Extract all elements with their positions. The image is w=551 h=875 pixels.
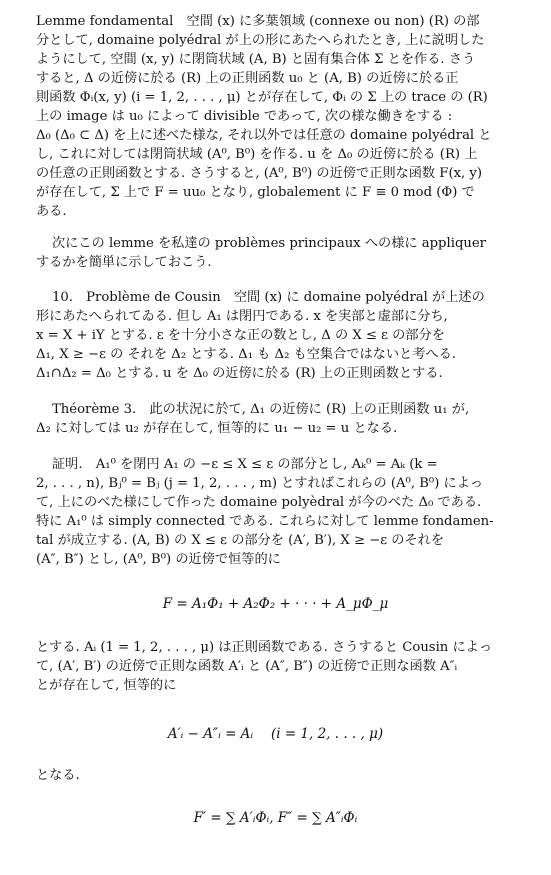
section-line: Δ₁, X ≥ −ε の それを Δ₂ とする. Δ₁ も Δ₂ も空集合ではないと考へる.	[36, 347, 456, 362]
lemma-line: Δ₀ (Δ₀ ⊂ Δ) を上に述べた様な, それ以外では任意の domaine polyédral と	[36, 128, 492, 143]
section-line: 形にあたへられてゐる. 但し A₁ は閉円である. x を実部と虚部に分ち,	[36, 309, 448, 324]
proof-line: 特に A₁⁰ は simply connected である. これらに対して lemme fondamen-	[36, 514, 494, 529]
equation-2: A′ᵢ − A″ᵢ = Aᵢ (i = 1, 2, . . . , μ)	[167, 726, 384, 742]
proof-line: とが存在して, 恒等的に	[36, 678, 177, 693]
paragraph-line: 次にこの lemme を私達の problèmes principaux への様に appliquer	[52, 236, 486, 251]
lemma-line: ある.	[36, 204, 67, 219]
proof-line: となる.	[36, 768, 80, 783]
lemma-line: し, これに対しては閉筒状域 (A⁰, B⁰) を作る. u を Δ₀ の近傍に於る (R) 上	[36, 147, 478, 162]
lemma-line: 分として, domaine polyédral が上の形にあたへられたとき, 上に説明した	[36, 33, 485, 48]
lemma-line: ようにして, 空間 (x, y) に閉筒状域 (A, B) と固有集合体 Σ とを作る. さう	[36, 52, 476, 67]
lemma-line: が存在して, Σ 上で F = uu₀ となり, globalement に F ≡ 0 mod (Φ) で	[36, 185, 475, 200]
lemma-line: Lemme fondamental 空間 (x) に多葉領域 (connexe ou non) (R) の部	[36, 14, 480, 29]
section-heading-line: 10. Problème de Cousin 空間 (x) に domaine polyédral が上述の	[52, 290, 485, 305]
paragraph-line: するかを簡単に示しておこう.	[36, 255, 212, 270]
proof-line: 証明. A₁⁰ を閉円 A₁ の −ε ≤ X ≤ ε の部分とし, Aₖ⁰ = Aₖ (k =	[52, 457, 438, 472]
lemma-line: 則函数 Φᵢ(x, y) (i = 1, 2, . . . , μ) とが存在して, Φᵢ の Σ 上の trace の (R)	[36, 90, 488, 105]
equation-1: F = A₁Φ₁ + A₂Φ₂ + · · · + A_μΦ_μ	[162, 596, 389, 612]
lemma-line: すると, Δ の近傍に於る (R) 上の正則函数 u₀ と (A, B) の近傍に於る正	[36, 71, 459, 86]
proof-line: 2, . . . , n), Bⱼ⁰ = Bⱼ (j = 1, 2, . . . , m) とすればこれらの (A⁰, B⁰) によっ	[36, 476, 484, 491]
section-line: x = X + iY とする. ε を十分小さな正の数とし, Δ の X ≤ ε の部分を	[36, 328, 445, 343]
lemma-line: の任意の正則函数とする. さうすると, (A⁰, B⁰) の近傍で正則な函数 F(x, y)	[36, 166, 483, 181]
proof-line: て, (A′, B′) の近傍で正則な函数 A′ᵢ と (A″, B″) の近傍で正則な函数 A″ᵢ	[36, 659, 458, 674]
proof-line: とする. Aᵢ (1 = 1, 2, . . . , μ) は正則函数である. さうすると Cousin によっ	[36, 640, 493, 655]
section-line: Δ₁∩Δ₂ = Δ₀ とする. u を Δ₀ の近傍に於る (R) 上の正則函数とする.	[36, 366, 443, 381]
proof-line: て, 上にのべた様にして作った domaine polyèdral が今のべた Δ₀ である.	[36, 495, 482, 510]
theorem-line: Théorème 3. 此の状況に於て, Δ₁ の近傍に (R) 上の正則函数 u₁ が,	[52, 402, 470, 417]
equation-3: F′ = ∑ A′ᵢΦᵢ, F″ = ∑ A″ᵢΦᵢ	[193, 810, 358, 826]
proof-line: (A″, B″) とし, (A⁰, B⁰) の近傍で恒等的に	[36, 552, 281, 567]
proof-line: tal が成立する. (A, B) の X ≤ ε の部分を (A′, B′), X ≥ −ε のそれを	[36, 533, 445, 548]
theorem-line: Δ₂ に対しては u₂ が存在して, 恒等的に u₁ − u₂ = u となる.	[36, 421, 398, 436]
lemma-line: 上の image は u₀ によって divisible であって, 次の様な働きをする :	[36, 109, 453, 124]
